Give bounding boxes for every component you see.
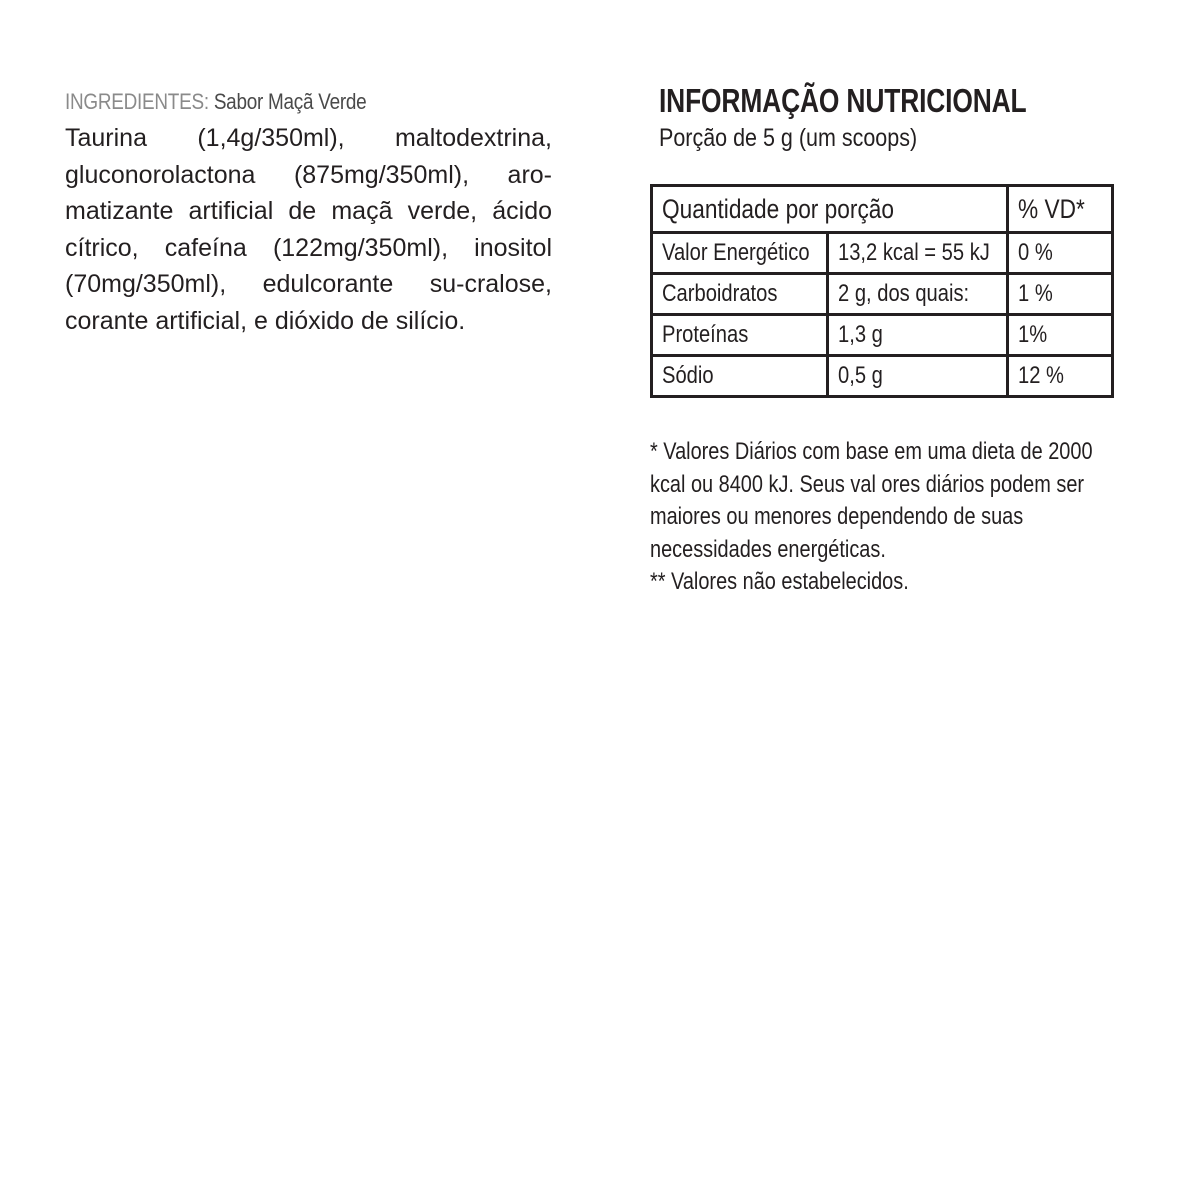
- nutrient-dv: 0 %: [1018, 239, 1053, 266]
- nutrient-name: Proteínas: [662, 321, 749, 348]
- table-row: [652, 233, 1113, 274]
- ingredients-label: INGREDIENTES:: [65, 89, 209, 114]
- nutrient-dv: 12 %: [1018, 362, 1064, 389]
- footnote-line: kcal ou 8400 kJ. Seus val ores diários podem ser: [650, 470, 1085, 498]
- ingredients-text: Taurina (1,4g/350ml), maltodextrina, gluconorolactona (875mg/350ml), aro-matizante artificial de maçã verde, ácido cítrico, cafeína (122mg/350ml), inositol (70mg/350ml), edulcorante su-cralose, corante artificial, e dióxido de silício.: [65, 124, 552, 335]
- nutrient-name-cell: [652, 274, 828, 315]
- ingredients-heading: [65, 86, 484, 118]
- table-header-row: [652, 186, 1113, 233]
- nutrient-dv-cell: [1008, 315, 1113, 356]
- footnote-line: * Valores Diários com base em uma dieta de 2000: [650, 438, 1093, 465]
- footnote-line: necessidades energéticas.: [650, 535, 886, 563]
- ingredients-section: [65, 86, 552, 340]
- nutrient-amount-cell: [828, 315, 1008, 356]
- nutrient-dv-cell: [1008, 233, 1113, 274]
- nutrition-section: [650, 80, 1120, 595]
- nutrient-amount: 2 g, dos quais:: [838, 280, 970, 307]
- nutrient-name: Carboidratos: [662, 280, 778, 307]
- nutrient-name-cell: [652, 315, 828, 356]
- header-dv: % VD*: [1018, 193, 1085, 224]
- nutrient-dv: 1%: [1018, 321, 1048, 348]
- nutrient-dv-cell: [1008, 356, 1113, 397]
- flavor-name: Sabor Maçã Verde: [213, 89, 367, 114]
- nutrient-amount: 0,5 g: [838, 362, 883, 389]
- header-quantity: Quantidade por porção: [662, 193, 895, 224]
- nutrient-amount-cell: [828, 356, 1008, 397]
- footnote-line: maiores ou menores dependendo de suas: [650, 503, 1024, 530]
- portion-size: Porção de 5 g (um scoops): [659, 124, 918, 152]
- header-dv-cell: [1008, 186, 1113, 233]
- nutrient-name-cell: [652, 233, 828, 274]
- footnote-line: ** Valores não estabelecidos.: [650, 568, 909, 595]
- nutrient-amount: 1,3 g: [838, 321, 883, 348]
- nutrient-amount-cell: [828, 274, 1008, 315]
- footnotes: [650, 436, 1130, 599]
- nutrient-name-cell: [652, 356, 828, 397]
- header-quantity-cell: [652, 186, 1008, 233]
- nutrient-amount-cell: [828, 233, 1008, 274]
- nutrition-title: INFORMAÇÃO NUTRICIONAL: [659, 82, 1027, 119]
- nutrient-name: Valor Energético: [662, 239, 810, 266]
- table-row: [652, 356, 1113, 397]
- table-row: [652, 315, 1113, 356]
- nutrient-dv-cell: [1008, 274, 1113, 315]
- nutrient-dv: 1 %: [1018, 280, 1053, 307]
- nutrient-amount: 13,2 kcal = 55 kJ: [838, 239, 990, 266]
- nutrient-name: Sódio: [662, 362, 714, 389]
- nutrition-table: [650, 184, 1114, 398]
- table-row: [652, 274, 1113, 315]
